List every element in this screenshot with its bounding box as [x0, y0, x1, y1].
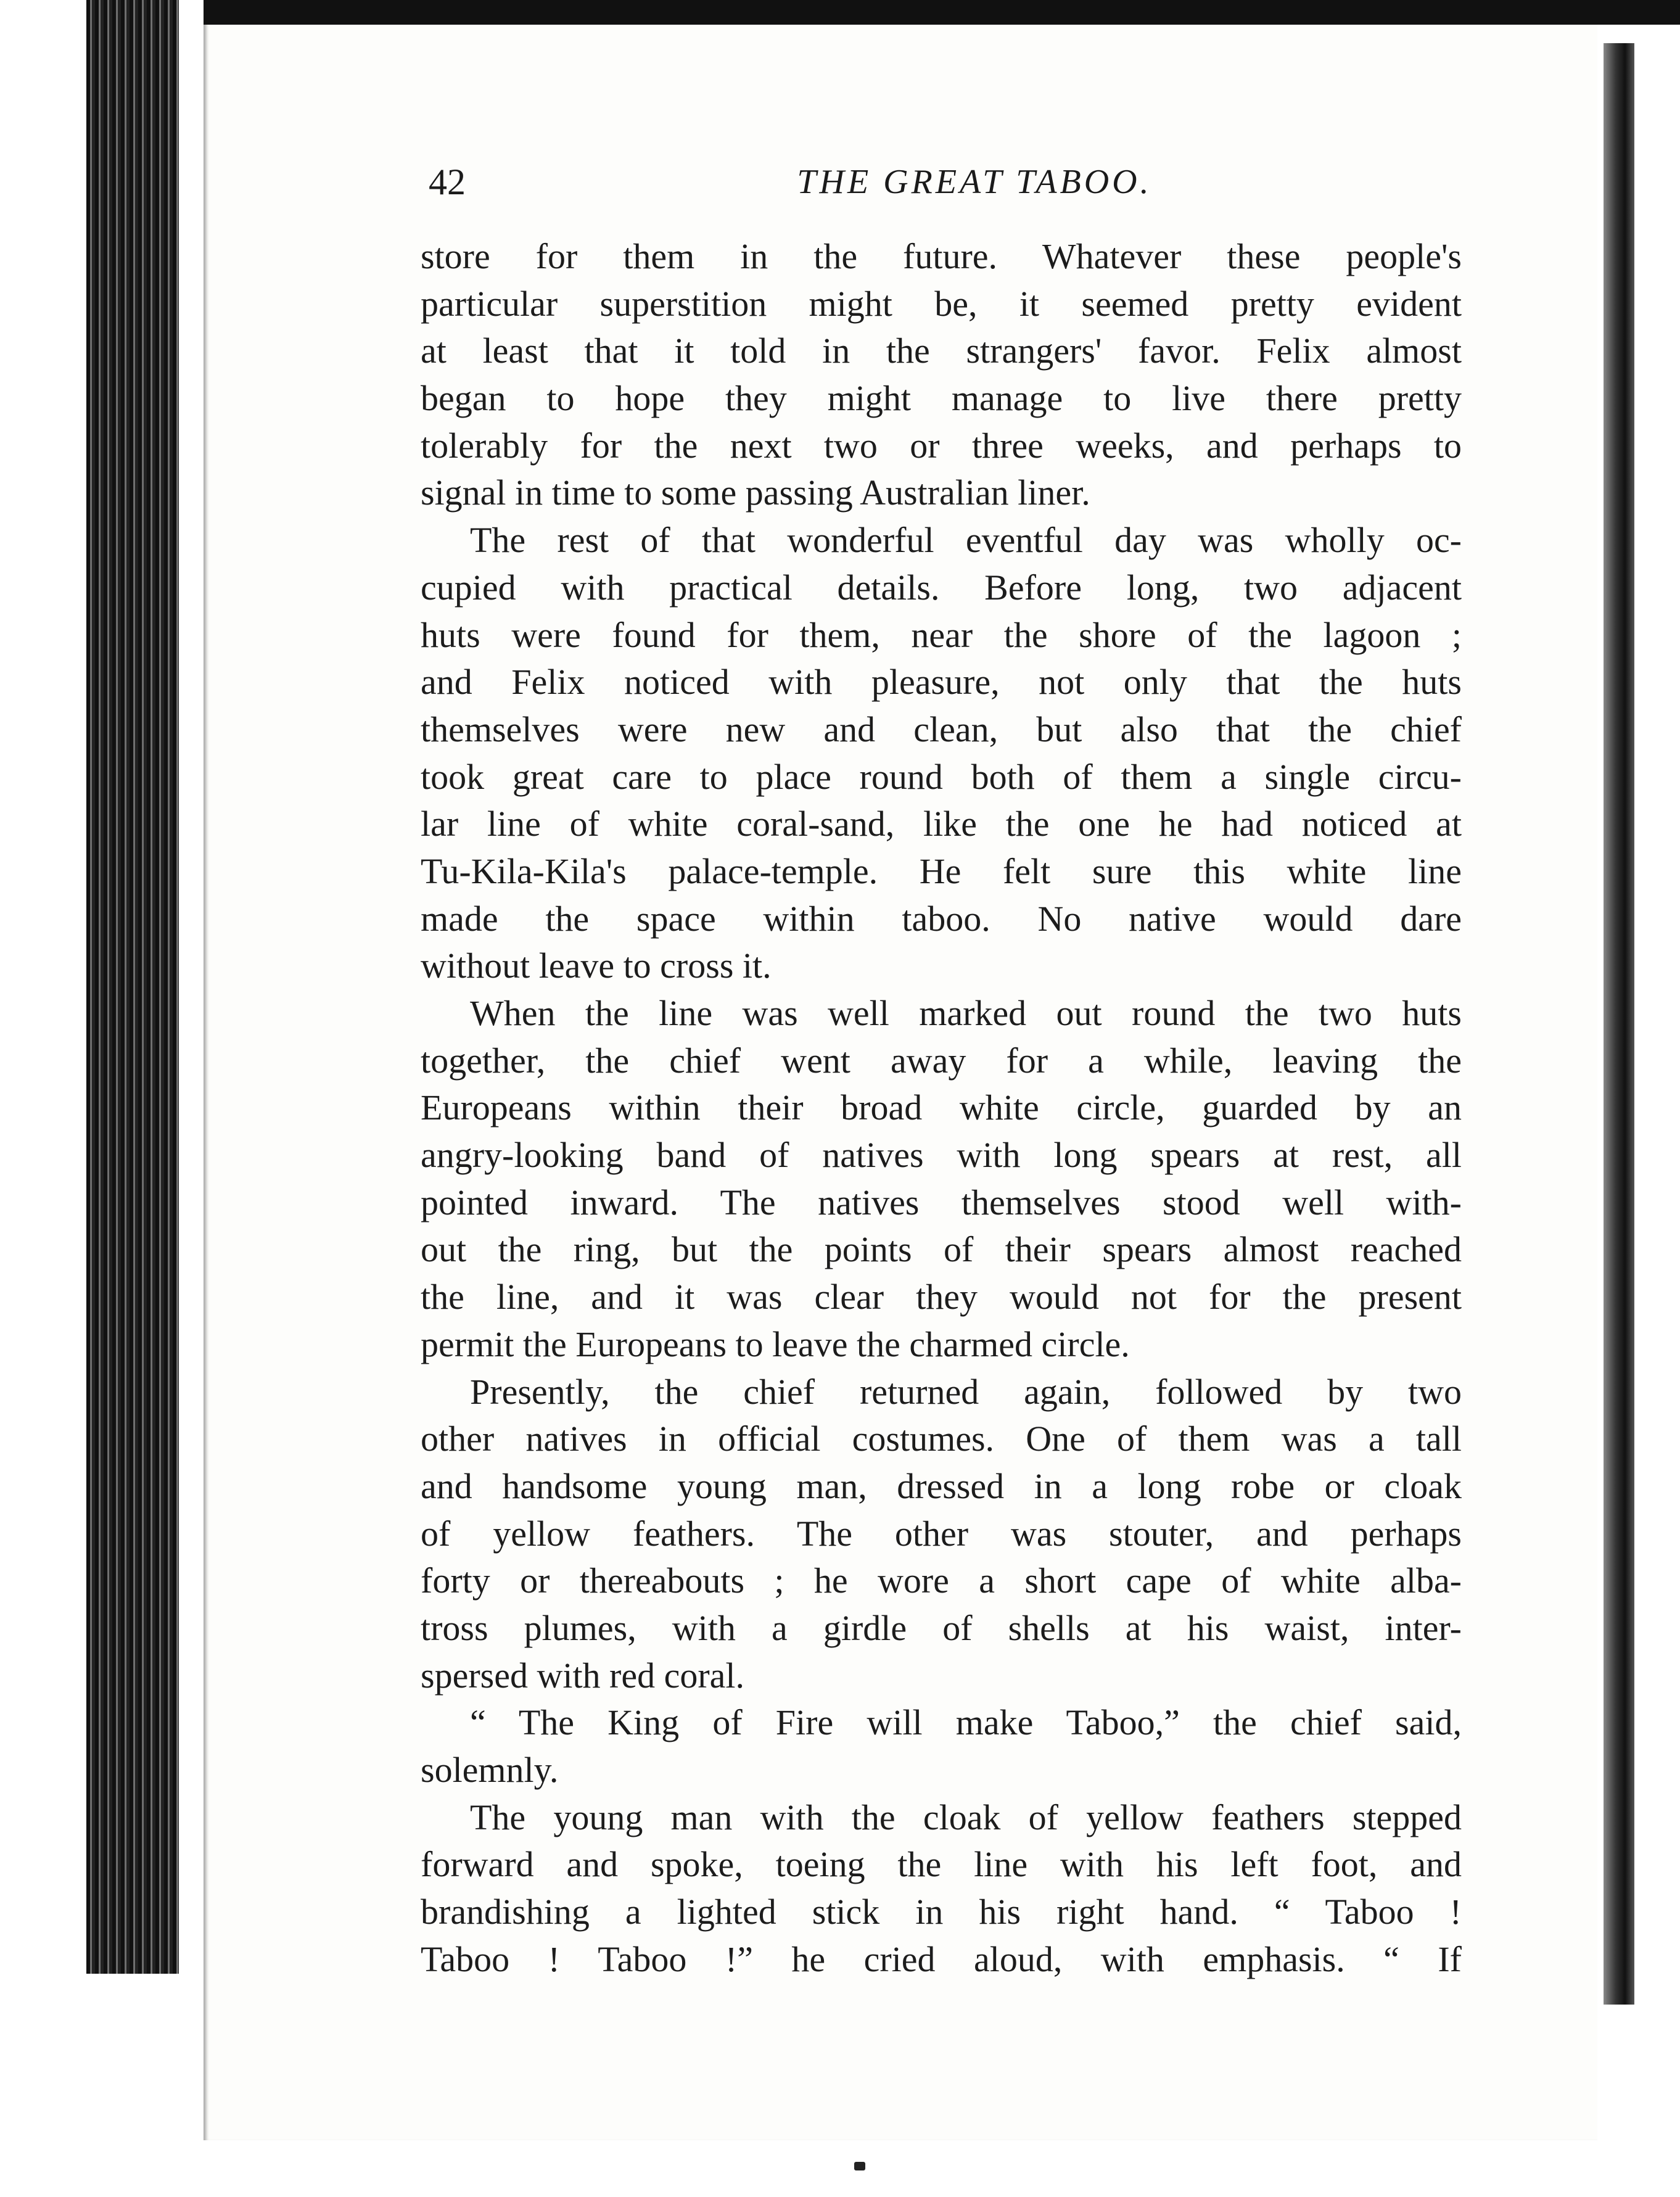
text-line: Presently, the chief returned again, followed by two — [470, 1371, 1462, 1412]
text-line: “ The King of Fire will make Taboo,” the chief said, — [470, 1702, 1462, 1743]
text-line: forward and spoke, toeing the line with his left foot, and — [421, 1844, 1462, 1885]
text-line: out the ring, but the points of their spears almost reached — [421, 1229, 1462, 1270]
body-text — [421, 233, 1462, 1983]
text-line: forty or thereabouts ; he wore a short cape of white alba- — [421, 1560, 1462, 1601]
text-line: of yellow feathers. The other was stouter, and perhaps — [421, 1513, 1462, 1554]
text-line: tolerably for the next two or three weeks, and perhaps to — [421, 425, 1462, 466]
text-line: huts were found for them, near the shore of the lagoon ; — [421, 614, 1462, 655]
text-line: signal in time to some passing Australian liner. — [421, 472, 1090, 513]
text-line: The young man with the cloak of yellow feathers stepped — [470, 1797, 1462, 1837]
text-line: angry-looking band of natives with long spears at rest, all — [421, 1135, 1462, 1176]
text-line: without leave to cross it. — [421, 946, 772, 986]
text-line: When the line was well marked out round the two huts — [470, 993, 1462, 1033]
scan-top-border — [0, 0, 1680, 25]
text-line: lar line of white coral-sand, like the one he had noticed at — [421, 804, 1462, 844]
scan-mark — [854, 2162, 865, 2170]
text-line: together, the chief went away for a while, leaving the — [421, 1040, 1462, 1081]
text-line: Europeans within their broad white circle, guarded by an — [421, 1087, 1462, 1128]
text-line: themselves were new and clean, but also that the chief — [421, 709, 1462, 749]
text-line: and handsome young man, dressed in a long robe or cloak — [421, 1465, 1462, 1506]
text-line: solemnly. — [421, 1750, 559, 1790]
text-line: other natives in official costumes. One of them was a tall — [421, 1419, 1462, 1459]
page-header — [429, 157, 1465, 207]
text-line: Taboo ! Taboo !” he cried aloud, with emphasis. “ If — [421, 1939, 1462, 1979]
text-line: cupied with practical details. Before long, two adjacent — [421, 567, 1462, 608]
page-number: 42 — [429, 162, 466, 202]
book-spine-edge — [0, 0, 204, 2197]
text-line: permit the Europeans to leave the charmed circle. — [421, 1324, 1130, 1364]
running-title: THE GREAT TABOO. — [797, 163, 1152, 201]
page-right-edge — [1604, 43, 1634, 2005]
text-line: pointed inward. The natives themselves stood well with- — [421, 1182, 1462, 1222]
text-line: brandishing a lighted stick in his right hand. “ Taboo ! — [421, 1892, 1462, 1932]
page-stack-edge — [86, 0, 179, 1974]
text-line: particular superstition might be, it seemed pretty evident — [421, 283, 1462, 324]
text-line: at least that it told in the strangers' favor. Felix almost — [421, 331, 1462, 371]
text-line: took great care to place round both of them a single circu- — [421, 756, 1462, 797]
text-line: store for them in the future. Whatever these people's — [421, 236, 1462, 276]
text-line: tross plumes, with a girdle of shells at his waist, inter- — [421, 1607, 1462, 1648]
text-line: Tu-Kila-Kila's palace-temple. He felt sure this white line — [421, 851, 1462, 891]
text-line: spersed with red coral. — [421, 1655, 745, 1696]
text-line: and Felix noticed with pleasure, not only that the huts — [421, 662, 1462, 703]
text-line: made the space within taboo. No native would dare — [421, 898, 1462, 939]
text-line: The rest of that wonderful eventful day was wholly oc- — [470, 520, 1462, 561]
text-line: began to hope they might manage to live there pretty — [421, 378, 1462, 419]
text-line: the line, and it was clear they would not for the present — [421, 1277, 1462, 1317]
